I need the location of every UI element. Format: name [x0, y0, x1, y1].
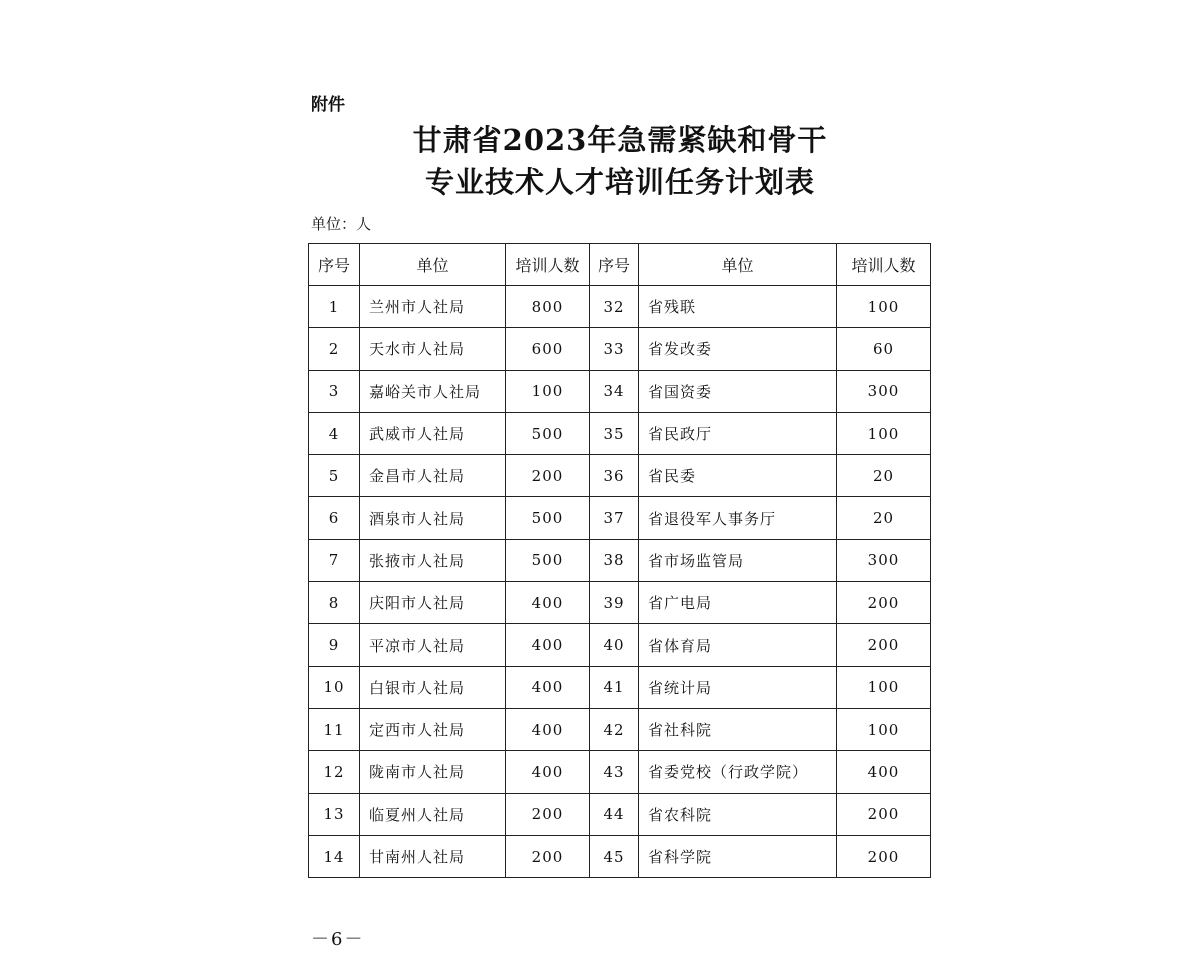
cell-serial-left: 5 — [309, 455, 360, 497]
cell-count-left: 800 — [506, 286, 590, 328]
table-row — [309, 751, 931, 793]
cell-count-right: 20 — [837, 455, 931, 497]
cell-serial-right: 34 — [590, 370, 639, 412]
cell-count-right: 300 — [837, 370, 931, 412]
cell-count-right: 200 — [837, 835, 931, 877]
table-row — [309, 455, 931, 497]
cell-unit-right: 省委党校（行政学院） — [639, 751, 837, 793]
table-row — [309, 582, 931, 624]
cell-unit-left: 嘉峪关市人社局 — [360, 370, 506, 412]
training-plan-table-container — [308, 243, 930, 878]
cell-unit-left: 定西市人社局 — [360, 708, 506, 750]
cell-unit-left: 金昌市人社局 — [360, 455, 506, 497]
cell-count-right: 20 — [837, 497, 931, 539]
table-row — [309, 624, 931, 666]
cell-serial-right: 42 — [590, 708, 639, 750]
cell-serial-left: 9 — [309, 624, 360, 666]
unit-label: 单位：人 — [311, 215, 372, 233]
table-body — [309, 286, 931, 878]
header-unit-right: 单位 — [639, 244, 837, 286]
header-count-right: 培训人数 — [837, 244, 931, 286]
cell-count-right: 200 — [837, 793, 931, 835]
cell-serial-right: 45 — [590, 835, 639, 877]
cell-serial-right: 38 — [590, 539, 639, 581]
cell-count-right: 300 — [837, 539, 931, 581]
cell-serial-left: 2 — [309, 328, 360, 370]
cell-serial-left: 12 — [309, 751, 360, 793]
training-plan-table — [308, 243, 931, 878]
cell-serial-left: 10 — [309, 666, 360, 708]
cell-serial-right: 43 — [590, 751, 639, 793]
cell-serial-left: 4 — [309, 412, 360, 454]
cell-unit-right: 省发改委 — [639, 328, 837, 370]
cell-count-left: 500 — [506, 497, 590, 539]
table-row — [309, 497, 931, 539]
cell-unit-right: 省体育局 — [639, 624, 837, 666]
table-row — [309, 370, 931, 412]
table-row — [309, 328, 931, 370]
cell-count-left: 200 — [506, 793, 590, 835]
cell-count-right: 100 — [837, 286, 931, 328]
cell-unit-left: 甘南州人社局 — [360, 835, 506, 877]
cell-count-left: 500 — [506, 412, 590, 454]
cell-unit-right: 省广电局 — [639, 582, 837, 624]
cell-unit-right: 省科学院 — [639, 835, 837, 877]
cell-unit-left: 酒泉市人社局 — [360, 497, 506, 539]
table-row — [309, 835, 931, 877]
cell-count-left: 200 — [506, 455, 590, 497]
cell-count-left: 200 — [506, 835, 590, 877]
cell-serial-left: 11 — [309, 708, 360, 750]
cell-serial-left: 3 — [309, 370, 360, 412]
cell-unit-right: 省统计局 — [639, 666, 837, 708]
attachment-label: 附件 — [311, 95, 345, 115]
cell-count-left: 500 — [506, 539, 590, 581]
cell-serial-left: 6 — [309, 497, 360, 539]
cell-count-right: 200 — [837, 624, 931, 666]
cell-unit-right: 省农科院 — [639, 793, 837, 835]
cell-unit-right: 省市场监管局 — [639, 539, 837, 581]
cell-unit-left: 张掖市人社局 — [360, 539, 506, 581]
cell-count-right: 400 — [837, 751, 931, 793]
cell-count-left: 400 — [506, 624, 590, 666]
cell-serial-left: 7 — [309, 539, 360, 581]
table-row — [309, 539, 931, 581]
cell-serial-right: 40 — [590, 624, 639, 666]
cell-serial-right: 37 — [590, 497, 639, 539]
header-serial-right: 序号 — [590, 244, 639, 286]
cell-count-left: 100 — [506, 370, 590, 412]
header-count-left: 培训人数 — [506, 244, 590, 286]
cell-unit-right: 省社科院 — [639, 708, 837, 750]
cell-count-right: 60 — [837, 328, 931, 370]
header-unit-left: 单位 — [360, 244, 506, 286]
cell-count-left: 400 — [506, 582, 590, 624]
cell-unit-left: 武威市人社局 — [360, 412, 506, 454]
cell-unit-left: 兰州市人社局 — [360, 286, 506, 328]
cell-unit-left: 庆阳市人社局 — [360, 582, 506, 624]
cell-serial-left: 14 — [309, 835, 360, 877]
cell-unit-left: 平凉市人社局 — [360, 624, 506, 666]
cell-serial-right: 32 — [590, 286, 639, 328]
table-row — [309, 793, 931, 835]
table-row — [309, 666, 931, 708]
cell-count-right: 200 — [837, 582, 931, 624]
table-header-row — [309, 244, 931, 286]
cell-serial-left: 13 — [309, 793, 360, 835]
cell-serial-right: 39 — [590, 582, 639, 624]
cell-unit-right: 省退役军人事务厅 — [639, 497, 837, 539]
table-row — [309, 708, 931, 750]
cell-serial-right: 36 — [590, 455, 639, 497]
cell-unit-right: 省民政厅 — [639, 412, 837, 454]
cell-serial-right: 33 — [590, 328, 639, 370]
cell-serial-right: 44 — [590, 793, 639, 835]
cell-count-left: 600 — [506, 328, 590, 370]
table-row — [309, 412, 931, 454]
cell-unit-right: 省民委 — [639, 455, 837, 497]
cell-count-left: 400 — [506, 751, 590, 793]
page-number: －6－ — [311, 929, 365, 950]
cell-unit-right: 省残联 — [639, 286, 837, 328]
cell-unit-left: 陇南市人社局 — [360, 751, 506, 793]
cell-count-left: 400 — [506, 708, 590, 750]
cell-unit-left: 临夏州人社局 — [360, 793, 506, 835]
cell-serial-right: 35 — [590, 412, 639, 454]
cell-serial-left: 8 — [309, 582, 360, 624]
cell-count-left: 400 — [506, 666, 590, 708]
header-serial-left: 序号 — [309, 244, 360, 286]
cell-unit-left: 白银市人社局 — [360, 666, 506, 708]
cell-count-right: 100 — [837, 708, 931, 750]
cell-count-right: 100 — [837, 412, 931, 454]
document-title-line1: 甘肃省2023年急需紧缺和骨干 — [412, 123, 828, 157]
cell-count-right: 100 — [837, 666, 931, 708]
cell-serial-left: 1 — [309, 286, 360, 328]
document-title-line2: 专业技术人才培训任务计划表 — [424, 165, 815, 199]
cell-unit-right: 省国资委 — [639, 370, 837, 412]
table-row — [309, 286, 931, 328]
cell-unit-left: 天水市人社局 — [360, 328, 506, 370]
cell-serial-right: 41 — [590, 666, 639, 708]
